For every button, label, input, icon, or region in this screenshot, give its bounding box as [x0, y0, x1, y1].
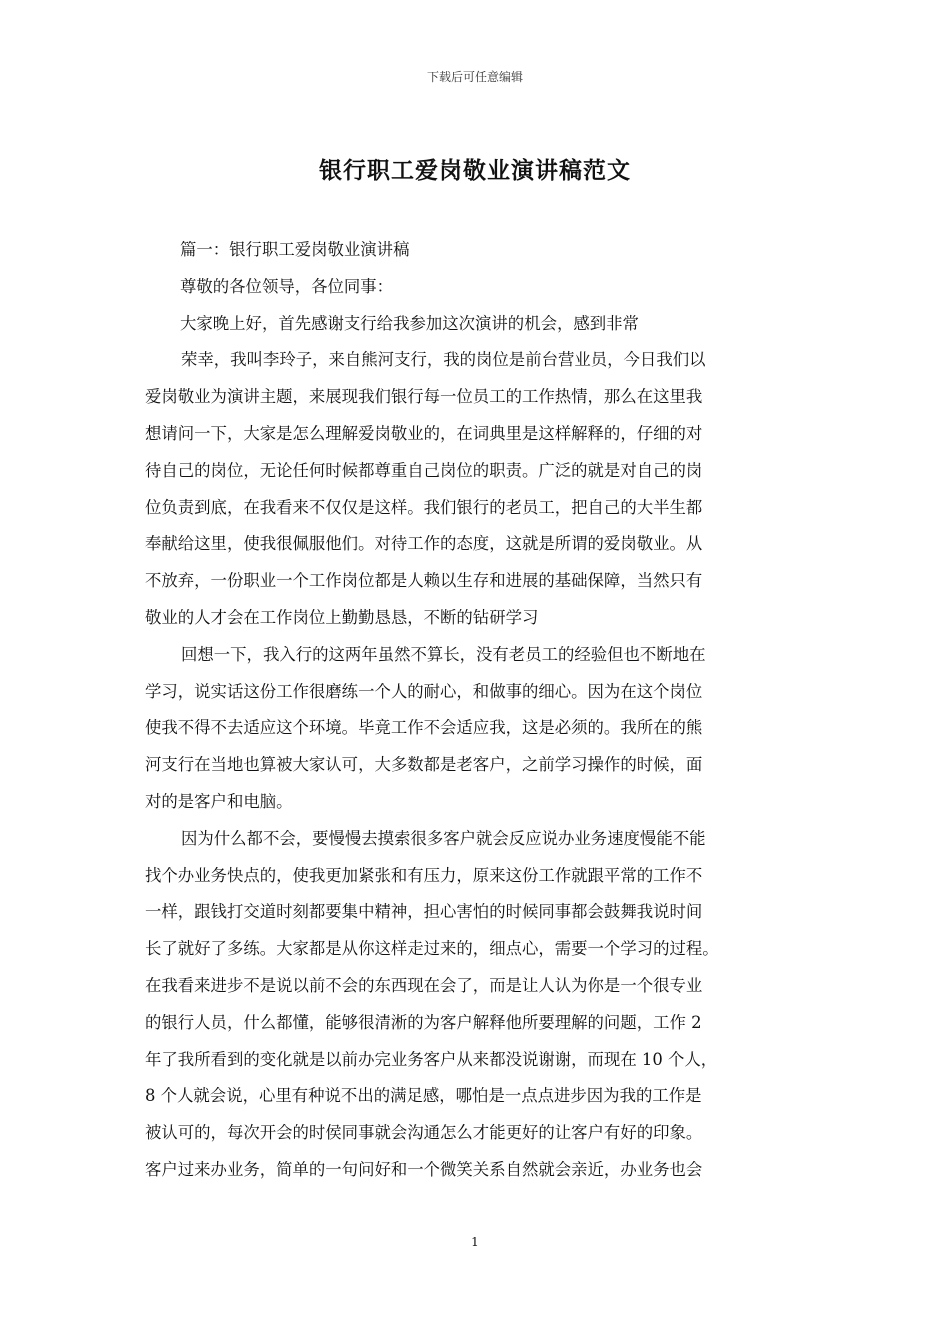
- text-line: 年了我所看到的变化就是以前办完业务客户从来都没说谢谢，而现在 10 个人，: [145, 1049, 718, 1069]
- text-line: 8 个人就会说，心里有种说不出的满足感，哪怕是一点点进步因为我的工作是: [145, 1086, 702, 1106]
- text-line: 对的是客户和电脑。: [145, 791, 293, 811]
- document-body: [145, 232, 809, 1189]
- text-line: 回想一下，我入行的这两年虽然不算长，没有老员工的经验但也不断地在: [181, 644, 706, 664]
- text-line: 找个办业务快点的，使我更加紧张和有压力，原来这份工作就跟平常的工作不: [145, 865, 703, 885]
- document-title: 银行职工爱岗敬业演讲稿范文: [319, 157, 631, 184]
- text-line: 待自己的岗位，无论任何时候都尊重自己岗位的职责。广泛的就是对自己的岗: [145, 460, 703, 480]
- text-line: 不放弃，一份职业一个工作岗位都是人赖以生存和进展的基础保障，当然只有: [145, 571, 703, 591]
- text-line: 敬业的人才会在工作岗位上勤勤恳恳，不断的钻研学习: [145, 607, 539, 627]
- text-line: 因为什么都不会，要慢慢去摸索很多客户就会反应说办业务速度慢能不能: [181, 828, 706, 848]
- text-line: 想请问一下，大家是怎么理解爱岗敬业的，在词典里是这样解释的，仔细的对: [145, 423, 703, 443]
- text-line: 篇一：银行职工爱岗敬业演讲稿: [180, 240, 410, 259]
- text-line: 被认可的，每次开会的时侯同事就会沟通怎么才能更好的让客户有好的印象。: [145, 1123, 703, 1143]
- text-line: 荣幸，我叫李玲子，来自熊河支行，我的岗位是前台营业员，今日我们以: [181, 350, 706, 370]
- text-line: 大家晚上好，首先感谢支行给我参加这次演讲的机会，感到非常: [180, 313, 639, 333]
- text-line: 一样，跟钱打交道时刻都要集中精神，担心害怕的时候同事都会鼓舞我说时间: [145, 902, 703, 922]
- text-line: 客户过来办业务，简单的一句问好和一个微笑关系自然就会亲近，办业务也会: [145, 1159, 703, 1179]
- page-number: 1: [471, 1235, 479, 1249]
- text-line: 长了就好了多练。大家都是从你这样走过来的，细点心，需要一个学习的过程。: [145, 939, 719, 959]
- text-line: 学习，说实话这份工作很磨练一个人的耐心，和做事的细心。因为在这个岗位: [145, 681, 703, 701]
- text-line: 奉献给这里，使我很佩服他们。对待工作的态度，这就是所谓的爱岗敬业。从: [145, 534, 703, 554]
- text-line: 位负责到底，在我看来不仅仅是这样。我们银行的老员工，把自己的大半生都: [145, 497, 703, 517]
- text-line: 在我看来进步不是说以前不会的东西现在会了，而是让人认为你是一个很专业: [145, 975, 703, 995]
- text-line: 河支行在当地也算被大家认可，大多数都是老客户，之前学习操作的时候，面: [145, 755, 703, 775]
- text-line: 尊敬的各位领导，各位同事：: [180, 276, 394, 296]
- text-line: 的银行人员，什么都懂，能够很清淅的为客户解释他所要理解的问题，工作 2: [145, 1012, 702, 1032]
- text-line: 爱岗敬业为演讲主题，来展现我们银行每一位员工的工作热情，那么在这里我: [145, 387, 703, 407]
- header-note: 下载后可任意编辑: [426, 70, 523, 84]
- text-line: 使我不得不去适应这个环境。毕竟工作不会适应我，这是必须的。我所在的熊: [145, 718, 703, 738]
